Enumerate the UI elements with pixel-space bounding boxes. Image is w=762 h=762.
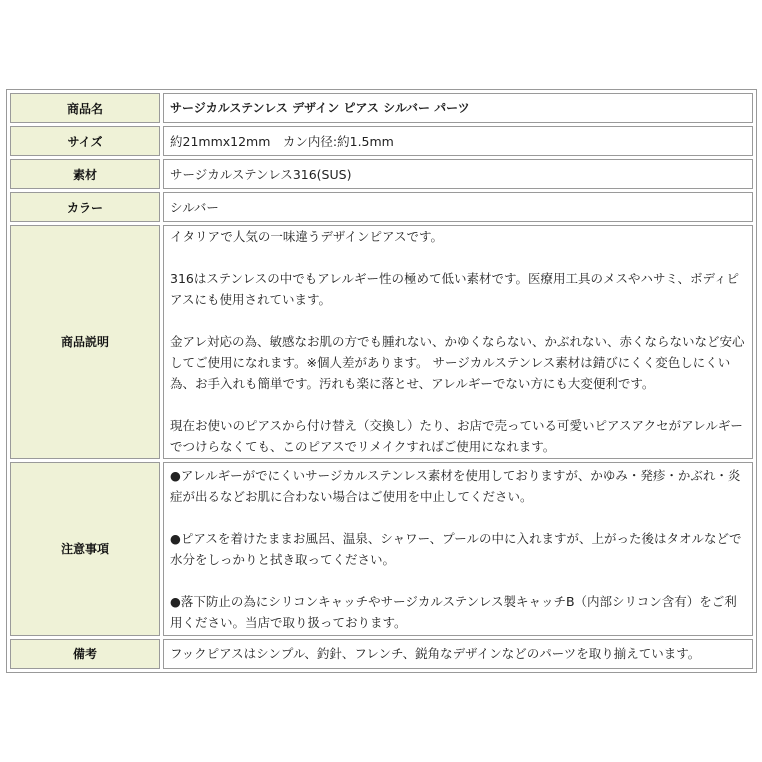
description-paragraph: 金アレ対応の為、敏感なお肌の方でも腫れない、かゆくならない、かぶれない、赤くならないなど安心してご使用になれます。※個人差があります。 サージカルステンレス素材は錆びにくく変色しにくい為、お手入れも簡単です。汚れも楽に落とせ、アレルギーでない方にも大変便利です。 bbox=[170, 334, 745, 392]
value-material: サージカルステンレス316(SUS) bbox=[163, 159, 753, 189]
row-product-name bbox=[10, 93, 753, 123]
label-color: カラー bbox=[10, 192, 160, 222]
notes-paragraph: ●ピアスを着けたままお風呂、温泉、シャワー、プールの中に入れますが、上がった後はタオルなどで水分をしっかりと拭き取ってください。 bbox=[170, 530, 742, 567]
label-product-name: 商品名 bbox=[10, 93, 160, 123]
value-color: シルバー bbox=[163, 192, 753, 222]
value-description bbox=[163, 225, 753, 458]
label-material: 素材 bbox=[10, 159, 160, 189]
description-paragraph: 316はステンレスの中でもアレルギー性の極めて低い素材です。医療用工具のメスやハサミ、ボディピアスにも使用されています。 bbox=[170, 271, 739, 308]
row-color bbox=[10, 192, 753, 222]
row-remarks bbox=[10, 639, 753, 669]
label-description: 商品説明 bbox=[10, 225, 160, 458]
notes-paragraph: ●落下防止の為にシリコンキャッチやサージカルステンレス製キャッチB（内部シリコン含有）をご利用ください。当店で取り扱っております。 bbox=[170, 593, 737, 630]
label-size: サイズ bbox=[10, 126, 160, 156]
label-notes: 注意事項 bbox=[10, 462, 160, 636]
notes-paragraph: ●アレルギーがでにくいサージカルステンレス素材を使用しておりますが、かゆみ・発疹・かぶれ・炎症が出るなどお肌に合わない場合はご使用を中止してください。 bbox=[170, 467, 741, 504]
product-spec-table bbox=[6, 89, 757, 673]
value-product-name: サージカルステンレス デザイン ピアス シルバー パーツ bbox=[163, 93, 753, 123]
value-remarks: フックピアスはシンプル、釣針、フレンチ、鋭角なデザインなどのパーツを取り揃えています。 bbox=[163, 639, 753, 669]
value-notes bbox=[163, 462, 753, 636]
row-notes bbox=[10, 462, 753, 636]
description-paragraph: 現在お使いのピアスから付け替え（交換し）たり、お店で売っている可愛いピアスアクセがアレルギーでつけらなくても、このピアスでリメイクすればご使用になれます。 bbox=[170, 418, 743, 455]
row-description bbox=[10, 225, 753, 458]
value-size: 約21mmx12mm カン内径:約1.5mm bbox=[163, 126, 753, 156]
label-remarks: 備考 bbox=[10, 639, 160, 669]
row-material bbox=[10, 159, 753, 189]
row-size bbox=[10, 126, 753, 156]
description-paragraph: イタリアで人気の一味違うデザインピアスです。 bbox=[170, 229, 444, 245]
